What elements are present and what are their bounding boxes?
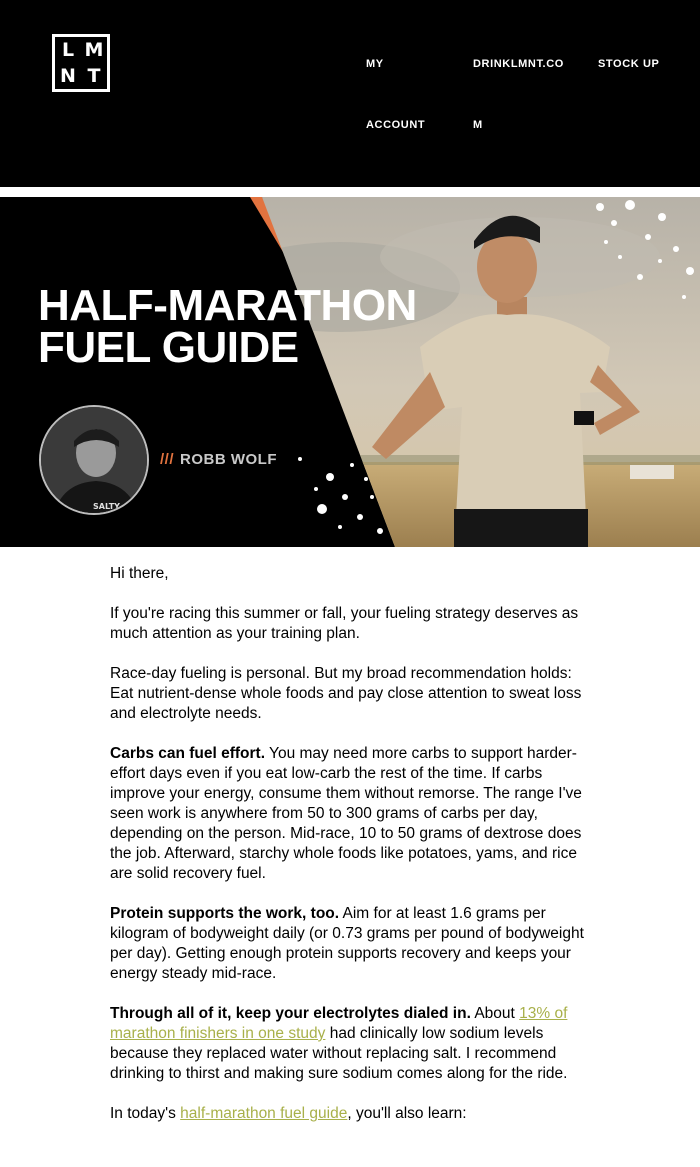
email-body: [110, 564, 595, 1144]
avatar-shirt-text: SALTY: [93, 502, 120, 511]
author-name: ROBB WOLF: [180, 451, 277, 468]
hero-banner[interactable]: [0, 197, 700, 547]
nav-site-link[interactable]: [473, 58, 583, 131]
hero-title-line: FUEL GUIDE: [38, 323, 299, 372]
study-link[interactable]: 13% of marathon finishers in one study: [110, 1005, 568, 1042]
nav-label: ACCOUNT: [366, 119, 426, 131]
nav-label: MY: [366, 58, 384, 70]
logo-letter: L: [61, 38, 75, 61]
paragraph-lead: Protein supports the work, too.: [110, 905, 340, 922]
runner-photo: [220, 197, 700, 547]
author-byline: [160, 451, 277, 468]
paragraph-text: In today's: [110, 1105, 181, 1122]
header-divider: [0, 187, 700, 197]
author-portrait-icon: [41, 407, 149, 515]
logo-letter: T: [87, 64, 101, 87]
fuel-guide-link[interactable]: half-marathon fuel guide: [180, 1105, 348, 1122]
nav-label: DRINKLMNT.CO: [473, 58, 564, 70]
lmnt-logo[interactable]: [52, 34, 110, 92]
hero-title-line: HALF-MARATHON: [38, 281, 417, 330]
nav-my-account-link[interactable]: [366, 58, 456, 131]
paragraph-text: , you'll also learn:: [347, 1105, 467, 1122]
paragraph-text: About: [470, 1005, 520, 1022]
paragraph-lead: Through all of it, keep your electrolytes dialed in.: [110, 1005, 471, 1022]
email-header: [0, 0, 700, 187]
paragraph-electrolytes: [110, 1004, 595, 1084]
paragraph-text: You may need more carbs to support harder-effort days even if you eat low-carb the rest of the time. If carbs improve your energy, consume them without remorse. The range I've seen work is anywhere from 50 to 300 grams of carbs per day, depending on the person. Mid-race, 10 to 50 grams of dextrose does the job. Afterward, starchy whole foods like potatoes, yams, and rice are solid recovery fuel.: [110, 745, 582, 882]
paragraph: Race-day fueling is personal. But my broad recommendation holds: Eat nutrient-dense whole foods and pay close attention to sweat loss and electrolyte needs.: [110, 665, 582, 722]
byline-slashes: ///: [160, 451, 175, 468]
author-avatar: [39, 405, 149, 515]
paragraph-lead: Carbs can fuel effort.: [110, 745, 266, 762]
paragraph-carbs: [110, 744, 595, 884]
paragraph-text: had clinically low sodium levels because they replaced water without replacing salt. I recommend drinking to thirst and making sure sodium comes along for the ride.: [110, 1025, 568, 1082]
paragraph: If you're racing this summer or fall, your fueling strategy deserves as much attention as your training plan.: [110, 605, 579, 642]
logo-letter: N: [60, 64, 76, 87]
paragraph-guide: [110, 1104, 595, 1124]
logo-letter: M: [84, 38, 104, 61]
hero-title: [38, 281, 417, 372]
paragraph-text: Aim for at least 1.6 grams per kilogram of bodyweight daily (or 0.73 grams per pound of bodyweight per day). Getting enough protein supports recovery and keeps your energy steady mid-race.: [110, 905, 584, 982]
greeting: Hi there,: [110, 565, 169, 582]
nav-stock-up-link[interactable]: STOCK UP: [598, 58, 660, 70]
paragraph-protein: [110, 904, 595, 984]
nav-label: M: [473, 119, 483, 131]
